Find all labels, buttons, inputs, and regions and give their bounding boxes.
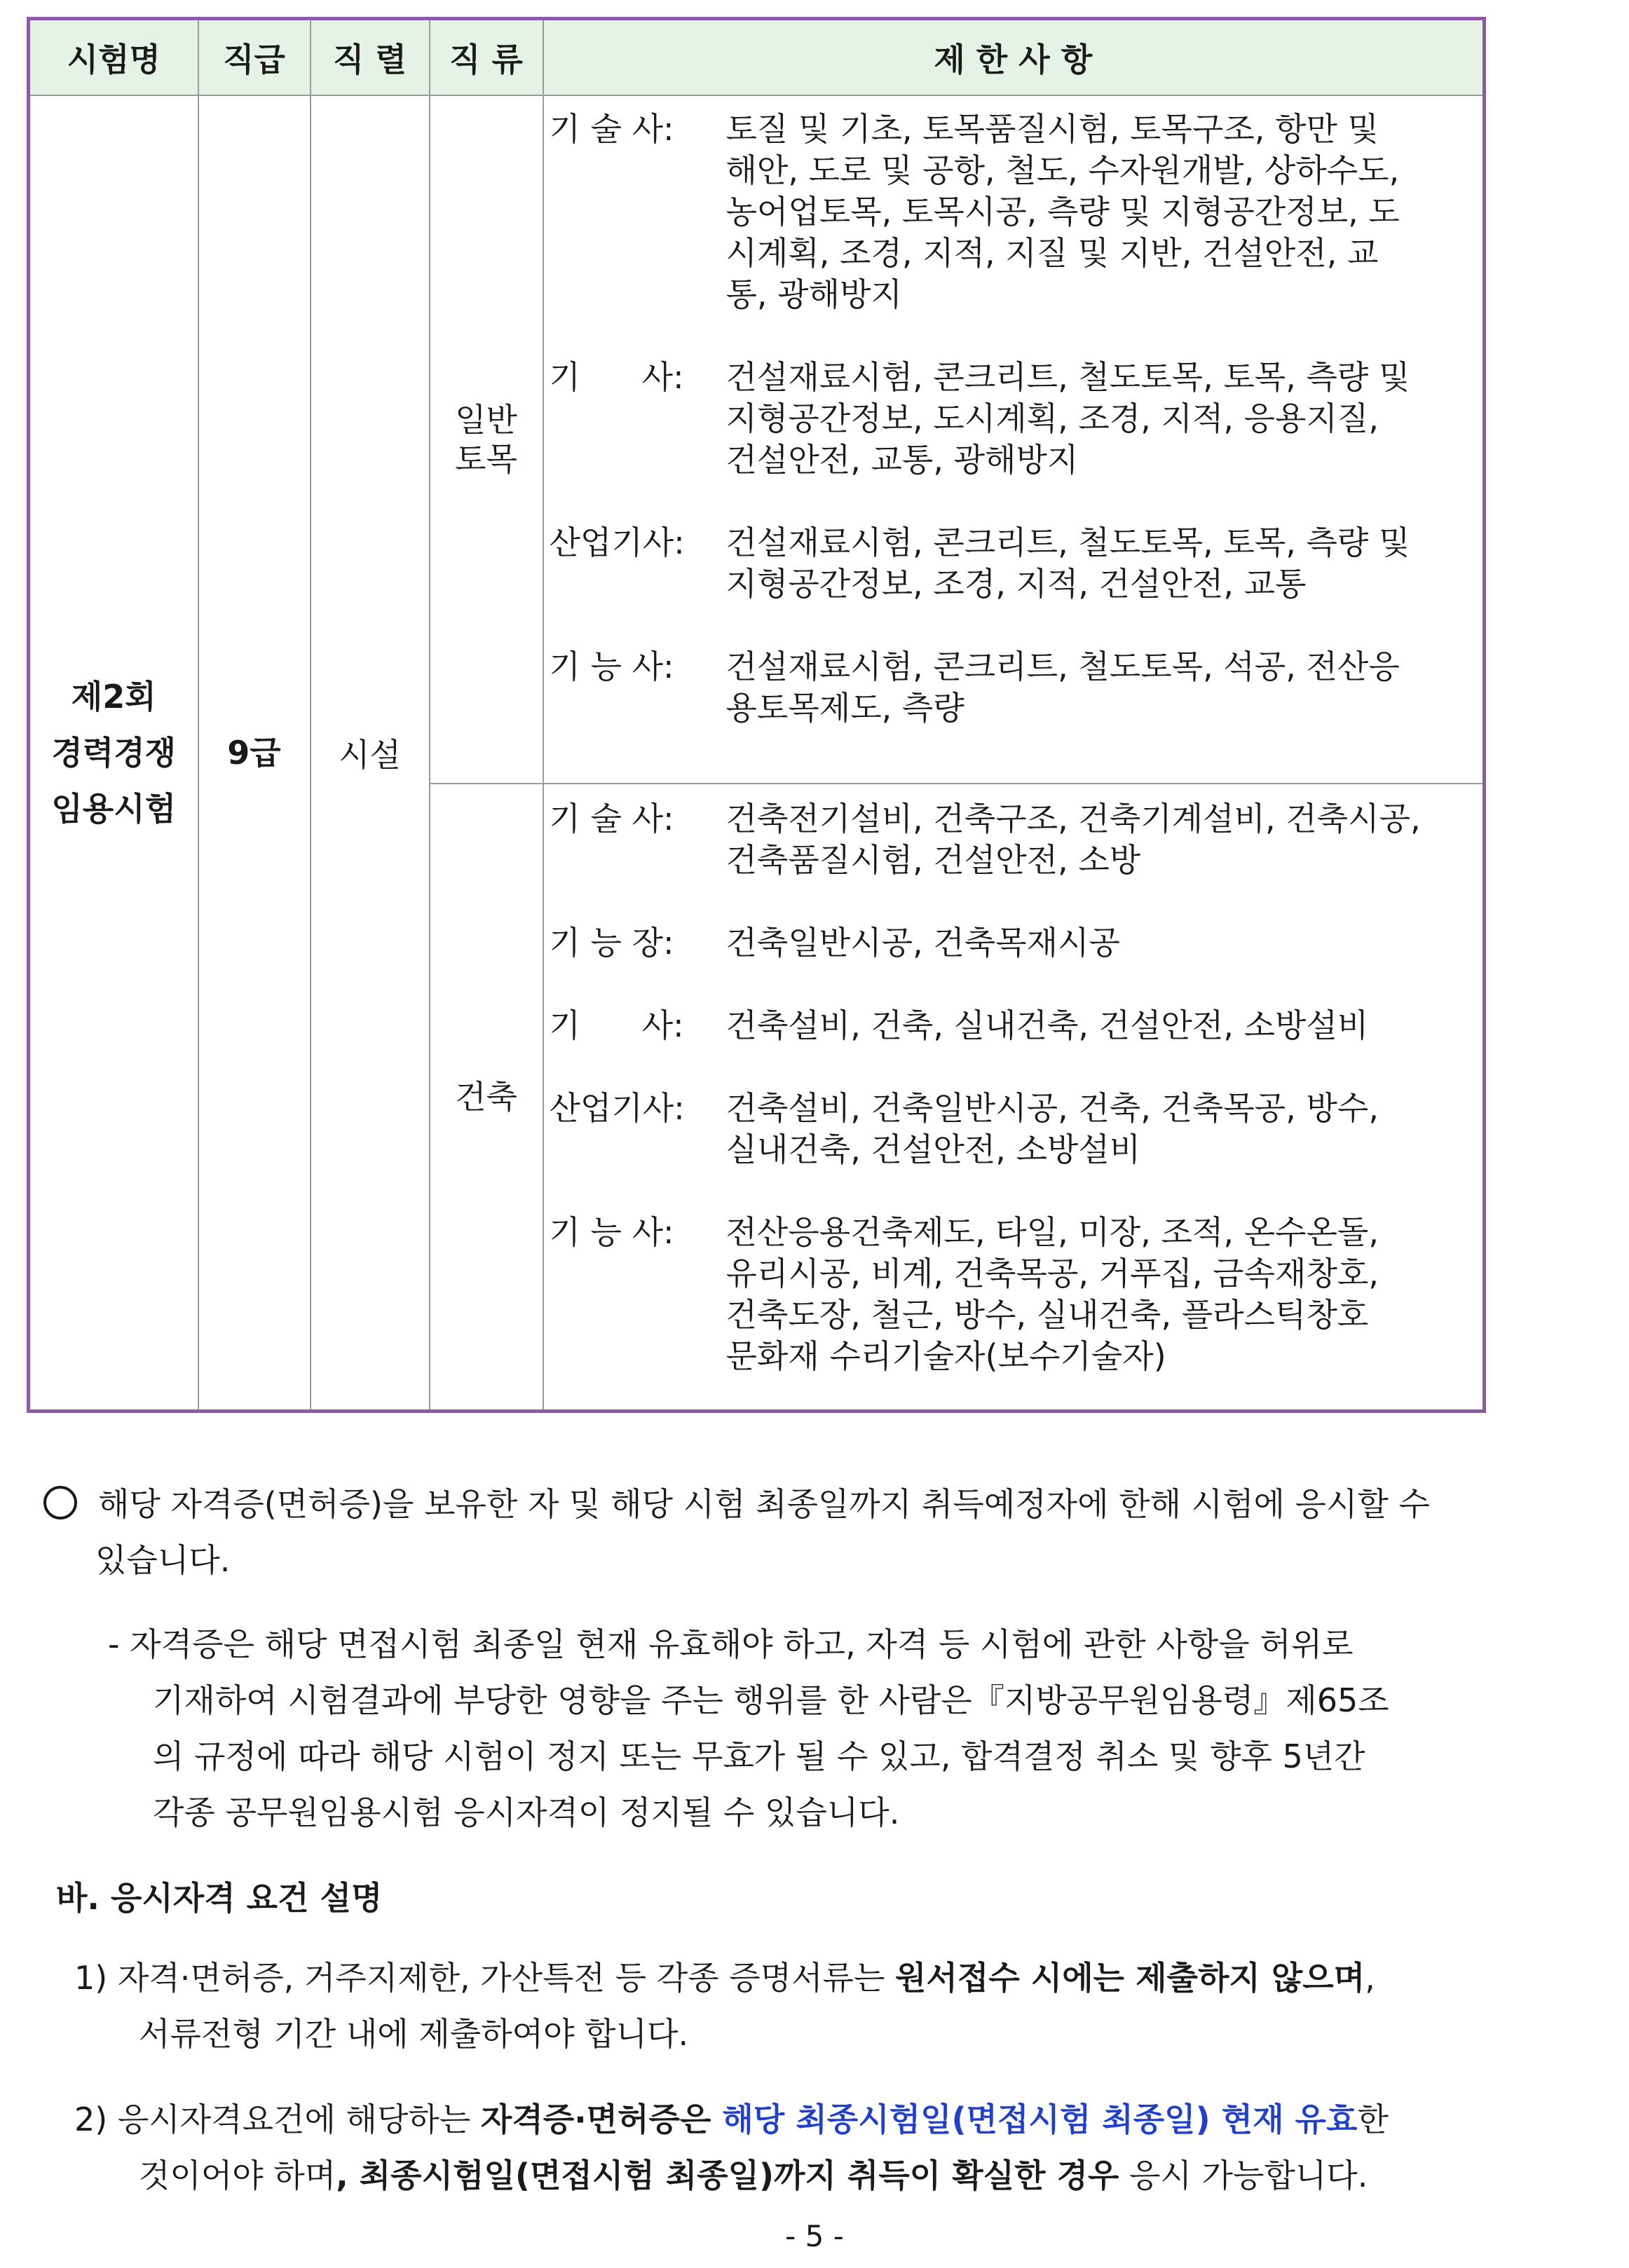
requirement-text: 1) 자격·면허증, 거주지제한, 가산특전 등 각종 증명서류는 [74, 1959, 896, 1997]
table-header-row [29, 19, 1485, 96]
page-number: - 5 - [785, 2219, 844, 2253]
restriction-items [726, 522, 1480, 605]
restriction-block [544, 1088, 1480, 1170]
table-row-civil [29, 95, 1485, 784]
notice-text: 해당 자격증(면허증)을 보유한 자 및 해당 시험 최종일까지 취득예정자에 한해 시험에 응시할 수 [98, 1485, 1430, 1523]
requirement-text: 2) 응시자격요건에 해당하는 [74, 2100, 481, 2138]
restriction-line: 해안, 도로 및 공항, 철도, 수자원개발, 상하수도, [725, 151, 1400, 189]
requirement-line [74, 2147, 1497, 2204]
notice-sub-line: 기재하여 시험결과에 부당한 영향을 주는 행위를 한 사람은『지방공무원임용령』제65조 [153, 1681, 1389, 1719]
restriction-label: 기 술 사: [549, 800, 674, 838]
notice-line [43, 1476, 1494, 1532]
restriction-line: 건설재료시험, 콘크리트, 철도토목, 석공, 전산응 [725, 648, 1400, 685]
restriction-block [544, 1212, 1480, 1377]
header-grade: 직급 [198, 19, 311, 96]
restriction-line: 건설재료시험, 콘크리트, 철도토목, 토목, 측량 및 [725, 524, 1410, 561]
restriction-line: 통, 광해방지 [725, 275, 902, 313]
restriction-label: 기 능 사: [549, 648, 674, 685]
restriction-line: 건축설비, 건축일반시공, 건축, 건축목공, 방수, [725, 1089, 1379, 1127]
group-cell-civil [430, 95, 543, 784]
requirement-emphasis: 원서접수 시에는 제출하지 않으며 [895, 1959, 1365, 1997]
restriction-label: 기 능 장: [549, 924, 674, 962]
requirement-line [74, 1950, 1497, 2006]
restriction-line: 건축일반시공, 건축목재시공 [725, 924, 1120, 962]
restriction-line: 용토목제도, 측량 [725, 689, 965, 727]
restriction-line: 지형공간정보, 도시계획, 조경, 지적, 응용지질, [725, 399, 1379, 437]
header-group: 직 류 [430, 19, 543, 96]
circle-bullet-icon [43, 1486, 77, 1519]
requirement-emphasis: , 최종시험일(면접시험 최종일)까지 취득이 확실한 경우 [336, 2157, 1119, 2194]
restriction-line: 토질 및 기초, 토목품질시험, 토목구조, 항만 및 [725, 110, 1379, 148]
restrictions-cell-architecture [543, 784, 1485, 1412]
restriction-block [544, 646, 1480, 729]
restriction-line: 건축도장, 철근, 방수, 실내건축, 플라스틱창호 [725, 1296, 1369, 1334]
restriction-block [544, 109, 1480, 315]
notice-sub-line: - 자격증은 해당 면접시험 최종일 현재 유효해야 하고, 자격 등 시험에 관한 사항을 허위로 [108, 1625, 1354, 1663]
restriction-line: 건축설비, 건축, 실내건축, 건설안전, 소방설비 [725, 1006, 1369, 1044]
restriction-line: 지형공간정보, 조경, 지적, 건설안전, 교통 [725, 565, 1307, 603]
restriction-block [544, 522, 1480, 605]
requirement-text: 응시 가능합니다. [1119, 2157, 1368, 2194]
requirement-line [74, 2091, 1497, 2147]
series-cell: 시설 [311, 95, 430, 1412]
exam-name-cell [29, 95, 198, 1412]
restriction-block [544, 922, 1480, 964]
restriction-label: 기 술 사: [549, 110, 674, 148]
notice-line: 있습니다. [95, 1541, 231, 1579]
group-cell-architecture [430, 784, 543, 1412]
exam-name-line: 임용시험 [51, 790, 177, 828]
restriction-items [726, 1212, 1480, 1377]
qualification-table [27, 17, 1486, 1413]
restriction-items [726, 109, 1480, 315]
restriction-line: 유리시공, 비계, 건축목공, 거푸집, 금속재창호, [725, 1255, 1379, 1292]
restriction-line: 실내건축, 건설안전, 소방설비 [725, 1130, 1141, 1168]
requirement-emphasis: 자격증·면허증은 [480, 2100, 711, 2138]
restriction-items [726, 1005, 1480, 1046]
restriction-label: 산업기사: [549, 1089, 685, 1127]
restrictions-cell-civil [543, 95, 1485, 784]
restriction-block [544, 798, 1480, 881]
restriction-line: 건설안전, 교통, 광해방지 [725, 441, 1079, 479]
requirement-text: 것이어야 하며 [139, 2157, 336, 2194]
notice-paragraph [43, 1476, 1494, 1588]
restriction-line: 시계획, 조경, 지적, 지질 및 지반, 건설안전, 교 [725, 234, 1379, 272]
notice-sub-line: 의 규정에 따라 해당 시험이 정지 또는 무효가 될 수 있고, 합격결정 취소 및 향후 5년간 [153, 1737, 1365, 1775]
notice-sub-line: 각종 공무원임용시험 응시자격이 정지될 수 있습니다. [153, 1794, 900, 1831]
restriction-label: 기 사: [549, 358, 684, 396]
restriction-line: 건축품질시험, 건설안전, 소방 [725, 841, 1141, 879]
header-restrictions: 제 한 사 항 [543, 19, 1485, 96]
restriction-items [726, 357, 1480, 481]
restriction-label: 기 능 사: [549, 1213, 674, 1251]
requirement-line: 서류전형 기간 내에 제출하여야 합니다. [139, 2015, 689, 2053]
group-name-line: 일반 [455, 401, 517, 439]
exam-name-line: 제2회 [71, 678, 156, 716]
restriction-line: 건설재료시험, 콘크리트, 철도토목, 토목, 측량 및 [725, 358, 1410, 396]
restriction-label: 기 사: [549, 1006, 684, 1044]
requirement-text: 한 [1357, 2100, 1389, 2138]
group-name-line: 토목 [455, 440, 517, 478]
notice-sub-paragraph [108, 1616, 1496, 1840]
restriction-items [726, 1088, 1480, 1170]
header-exam-name: 시험명 [29, 19, 198, 96]
section-title: 바. 응시자격 요건 설명 [56, 1879, 383, 1917]
requirement-text: , [1365, 1959, 1375, 1997]
restriction-label: 산업기사: [549, 524, 685, 561]
grade-cell: 9급 [198, 95, 311, 1412]
exam-name-line: 경력경쟁 [51, 734, 177, 772]
restriction-line: 전산응용건축제도, 타일, 미장, 조적, 온수온돌, [725, 1213, 1379, 1251]
restriction-line: 문화재 수리기술자(보수기술자) [725, 1337, 1166, 1375]
restriction-line: 건축전기설비, 건축구조, 건축기계설비, 건축시공, [725, 800, 1421, 838]
header-series: 직 렬 [311, 19, 430, 96]
requirement-item-1 [74, 1950, 1497, 2062]
restriction-items [726, 798, 1480, 881]
restriction-block [544, 1005, 1480, 1046]
restriction-items [726, 646, 1480, 729]
restriction-block [544, 357, 1480, 481]
requirement-item-2 [74, 2091, 1497, 2204]
requirement-highlight: 해당 최종시험일(면접시험 최종일) 현재 유효 [711, 2100, 1358, 2138]
restriction-line: 농어업토목, 토목시공, 측량 및 지형공간정보, 도 [725, 193, 1400, 231]
restriction-items [726, 922, 1480, 964]
group-name-line: 건축 [455, 1078, 517, 1116]
